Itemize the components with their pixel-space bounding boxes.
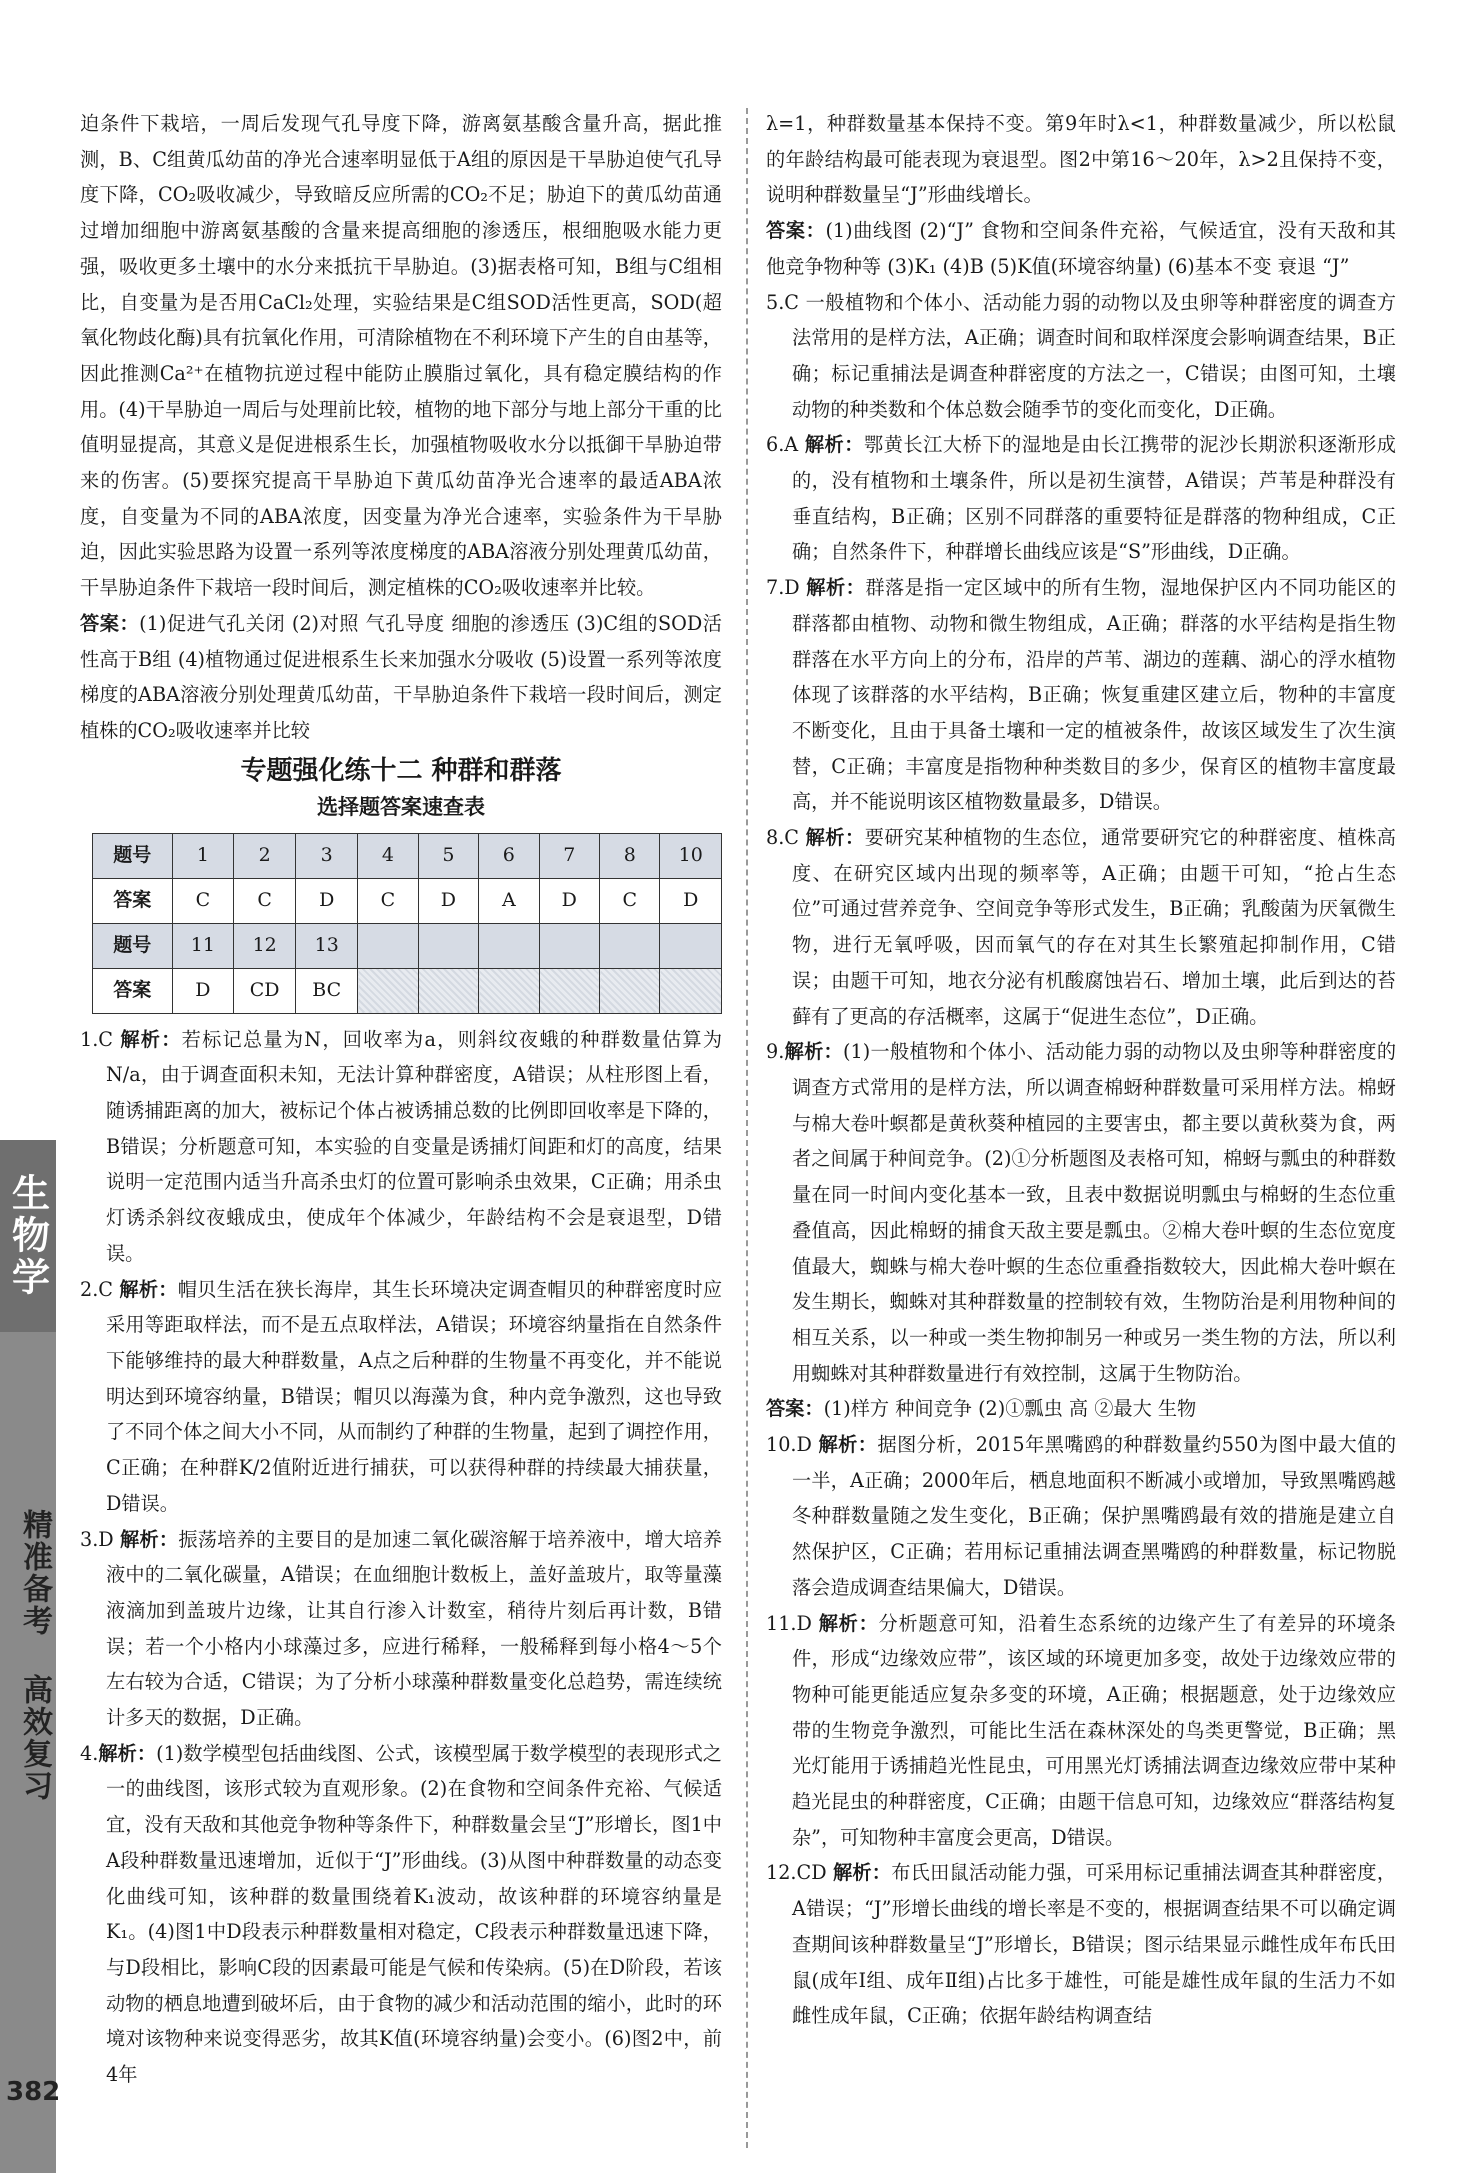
explanation-item [766,570,1396,820]
question-number: 5 [418,833,479,878]
explanation-label: 解析： [805,826,865,850]
item-number: 1.C [80,1027,113,1051]
table-row [93,878,722,923]
answer-cell: C [234,878,296,923]
item-number: 12.CD [766,1861,827,1885]
answer-cell: D [172,968,234,1013]
explanation-text: 分析题意可知，沿着生态系统的边缘产生了有差异的环境条件，形成“边缘效应带”，该区域的环境更加多变，故处于边缘效应带的物种可能更能适应复杂多变的环境，A正确；根据题意，处于边缘效应带的生物竞争激烈，可能比生活在森林深处的鸟类更警觉，B正确；黑光灯能用于诱捕趋光性昆虫，可用黑光灯诱捕法调查边缘效应带中某种趋光昆虫的种群密度，C正确；由题干信息可知，边缘效应“群落结构复杂”，可知物种丰富度会更高，D错误。 [792,1611,1396,1849]
explanation-item [766,1606,1396,1856]
answer-cell: D [660,878,722,923]
table-title: 选择题答案速查表 [317,794,485,819]
explanation-item [766,1034,1396,1391]
explanation-label: 解析： [806,576,866,600]
side-tab [0,1140,56,2173]
explanation-text: 若标记总量为N，回收率为a，则斜纹夜蛾的种群数量估算为N/a，由于调查面积未知，无法计算种群密度，A错误；从柱形图上看，随诱捕距离的加大，被标记个体占被诱捕总数的比例即回收率是下降的，B错误；分析题意可知，本实验的自变量是诱捕灯间距和灯的高度，结果说明一定范围内适当升高杀虫灯的位置可影响杀虫效果，C正确；用杀虫灯诱杀斜纹夜蛾成虫，使成年个体减少，年龄结构不会是衰退型，D错误。 [106,1027,723,1265]
answer-label: 答案： [80,611,140,635]
answer-paragraph [80,606,722,749]
explanation-item [80,1736,722,2093]
item-number: 5.C [766,290,799,314]
explanation-text: (1)一般植物和个体小、活动能力弱的动物以及虫卵等种群密度的调查方式常用的是样方法，所以调查棉蚜种群数量可采用样方法。棉蚜与棉大卷叶螟都是黄秋葵种植园的主要害虫，都主要以黄秋葵为食，两者之间属于种间竞争。(2)①分析题图及表格可知，棉蚜与瓢虫的种群数量在同一时间内变化基本一致，且表中数据说明瓢虫与棉蚜的生态位重叠值高，因此棉蚜的捕食天敌主要是瓢虫。②棉大卷叶螟的生态位宽度值最大，蜘蛛与棉大卷叶螟的生态位重叠指数较大，因此棉大卷叶螟在发生期长，蜘蛛对其种群数量的控制较有效，生物防治是利用物种间的相互关系，以一种或一类生物抑制另一种或另一类生物的方法，所以利用蜘蛛对其种群数量进行有效控制，这属于生物防治。 [792,1040,1397,1385]
slogan-label: 精准备考 高效复习 [17,1508,52,1802]
question-number: 8 [600,833,660,878]
answer-cell: D [418,878,479,923]
explanation-text: 布氏田鼠活动能力强，可采用标记重捕法调查其种群密度，A错误；“J”形增长曲线的增长率是不变的，根据调查结果不可以确定调查期间该种群数量呈“J”形增长，B错误；图示结果显示雌性成年布氏田鼠(成年Ⅰ组、成年Ⅱ组)占比多于雄性，可能是雄性成年鼠的生活力不如雌性成年鼠，C正确；依据年龄结构调查结 [792,1861,1397,2028]
explanation-label: 解析： [818,1611,879,1635]
item-number: 9. [766,1040,785,1064]
explanation-text: 要研究某种植物的生态位，通常要研究它的种群密度、植株高度、在研究区域内出现的频率等，A正确；由题干可知，“抢占生态位”可通过营养竞争、空间竞争等形式发生，B正确；乳酸菌为厌氧微生物，进行无氧呼吸，因而氧气的存在对其生长繁殖起抑制作用，C错误；由题干可知，地衣分泌有机酸腐蚀岩石、增加土壤，此后到达的苔藓有了更高的存活概率，这属于“促进生态位”，D正确。 [792,826,1396,1028]
item-number: 3.D [80,1527,114,1551]
explanation-label: 解析： [804,433,864,457]
explanation-text: 群落是指一定区域中的所有生物，湿地保护区内不同功能区的群落都由植物、动物和微生物组成，A正确；群落的水平结构是指生物群落在水平方向上的分布，沿岸的芦苇、湖边的莲藕、湖心的浮水植物体现了该群落的水平结构，B正确；恢复重建区建立后，物种的丰富度不断变化，且由于具备土壤和一定的植被条件，故该区域发生了次生演替，C正确；丰富度是指物种种类数目的多少，保育区的植物丰富度最高，并不能说明该区植物数量最多，D错误。 [792,576,1397,814]
empty-cell [600,968,660,1013]
explanation-label: 解析： [120,1527,179,1551]
answer-paragraph [766,1391,1396,1427]
answer-cell: C [600,878,660,923]
answer-label: 答案： [766,219,826,243]
answer-cell: C [172,878,234,923]
explanation-item [766,1427,1396,1606]
empty-cell [358,923,418,968]
left-column [80,106,722,2093]
row-label: 答案 [93,968,173,1013]
row-label: 题号 [93,833,173,878]
explanation-text: 据图分析，2015年黑嘴鸥的种群数量约550为图中最大值的一半，A正确；2000年后，栖息地面积不断减小或增加，导致黑嘴鸥越冬种群数量随之发生变化，B正确；保护黑嘴鸥最有效的措施是建立自然保护区，C正确；若用标记重捕法调查黑嘴鸥的种群数量，标记物脱落会造成调查结果偏大，D错误。 [792,1433,1397,1599]
explanation-text: 一般植物和个体小、活动能力弱的动物以及虫卵等种群密度的调查方法常用的是样方法，A正确；调查时间和取样深度会影响调查结果，B正确；标记重捕法是调查种群密度的方法之一，C错误；由图可知，土壤动物的种类数和个体总数会随季节的变化而变化，D正确。 [792,290,1396,421]
answer-cell: A [479,878,539,923]
empty-cell [418,923,479,968]
column-divider [746,108,748,2148]
explanation-item [80,1272,722,1522]
empty-cell [479,923,539,968]
question-number: 3 [296,833,358,878]
table-row [93,833,722,878]
explanation-item [766,820,1396,1034]
explanation-item [766,427,1396,570]
intro-paragraph: 迫条件下栽培，一周后发现气孔导度下降，游离氨基酸含量升高，据此推测，B、C组黄瓜幼苗的净光合速率明显低于A组的原因是干旱胁迫使气孔导度下降，CO₂吸收减少，导致暗反应所需的CO₂不足；胁迫下的黄瓜幼苗通过增加细胞中游离氨基酸的含量来提高细胞的渗透压，根细胞吸水能力更强，吸收更多土壤中的水分来抵抗干旱胁迫。(3)据表格可知，B组与C组相比，自变量为是否用CaCl₂处理，实验结果是C组SOD活性更高，SOD(超氧化物歧化酶)具有抗氧化作用，可清除植物在不利环境下产生的自由基等，因此推测Ca²⁺在植物抗逆过程中能防止膜脂过氧化，具有稳定膜结构的作用。(4)干旱胁迫一周后与处理前比较，植物的地下部分与地上部分干重的比值明显提高，其意义是促进根系生长，加强植物吸收水分以抵御干旱胁迫带来的伤害。(5)要探究提高干旱胁迫下黄瓜幼苗净光合速率的最适ABA浓度，自变量为不同的ABA浓度，因变量为净光合速率，实验条件为干旱胁迫，因此实验思路为设置一系列等浓度梯度的ABA溶液分别处理黄瓜幼苗，干旱胁迫条件下栽培一段时间后，测定植株的CO₂吸收速率并比较。 [80,112,722,600]
row-label: 答案 [93,878,173,923]
question-number: 11 [172,923,234,968]
empty-cell [358,968,418,1013]
item-number: 11.D [766,1611,812,1635]
question-number: 7 [539,833,600,878]
explanation-label: 解析： [98,1741,157,1765]
question-number: 12 [234,923,296,968]
page-number: 382 [6,2077,61,2107]
item-number: 6.A [766,433,799,457]
empty-cell [660,923,722,968]
question-number: 4 [358,833,418,878]
answer-text: (1)促进气孔关闭 (2)对照 气孔导度 细胞的渗透压 (3)C组的SOD活性高于B组 (4)植物通过促进根系生长来加强水分吸收 (5)设置一系列等浓度梯度的ABA溶液分别处理黄瓜幼苗，干旱胁迫条件下栽培一段时间后，测定植株的CO₂吸收速率并比较 [80,611,722,742]
empty-cell [660,968,722,1013]
explanation-text: (1)数学模型包括曲线图、公式，该模型属于数学模型的表现形式之一的曲线图，该形式较为直观形象。(2)在食物和空间条件充裕、气候适宜，没有天敌和其他竞争物种等条件下，种群数量会呈“J”形增长，图1中A段种群数量迅速增加，近似于“J”形曲线。(3)从图中种群数量的动态变化曲线可知，该种群的数量围绕着K₁波动，故该种群的环境容纳量是K₁。(4)图1中D段表示种群数量相对稳定，C段表示种群数量迅速下降，与D段相比，影响C段的因素最可能是气候和传染病。(5)在D阶段，若该动物的栖息地遭到破坏后，由于食物的减少和活动范围的缩小，此时的环境对该物种来说变得恶劣，故其K值(环境容纳量)会变小。(6)图2中，前4年 [106,1741,722,2087]
item-number: 2.C [80,1277,113,1301]
answer-text: (1)样方 种间竞争 (2)①瓢虫 高 ②最大 生物 [823,1397,1197,1421]
explanation-text: 振荡培养的主要目的是加速二氧化碳溶解于培养液中，增大培养液中的二氧化碳量，A错误；在血细胞计数板上，盖好盖玻片，取等量藻液滴加到盖玻片边缘，让其自行渗入计数室，稍待片刻后再计数，B错误；若一个小格内小球藻过多，应进行稀释，一般稀释到每小格4～5个左右较为合适，C错误；为了分析小球藻种群数量变化总趋势，需连续统计多天的数据，D正确。 [106,1527,723,1730]
explanation-label: 解析： [818,1433,878,1457]
question-number: 13 [296,923,358,968]
explanation-item [80,1522,722,1736]
continuation-paragraph: λ=1，种群数量基本保持不变。第9年时λ<1，种群数量减少，所以松鼠的年龄结构最可能表现为衰退型。图2中第16～20年，λ>2且保持不变，说明种群数量呈“J”形曲线增长。 [766,112,1396,207]
item-number: 7.D [766,576,800,600]
empty-cell [539,923,600,968]
answer-cell: CD [234,968,296,1013]
section-title: 专题强化练十二 种群和群落 [240,755,562,786]
explanation-label: 解析： [832,1861,892,1885]
answer-cell: D [539,878,600,923]
answer-label: 答案： [766,1397,824,1421]
explanation-text: 鄂黄长江大桥下的湿地是由长江携带的泥沙长期淤积逐渐形成的，没有植物和土壤条件，所以是初生演替，A错误；芦苇是种群没有垂直结构，B正确；区别不同群落的重要特征是群落的物种组成，C正确；自然条件下，种群增长曲线应该是“S”形曲线，D正确。 [792,433,1396,564]
explanation-item [766,1855,1396,2034]
question-number: 2 [234,833,296,878]
explanation-label: 解析： [119,1277,178,1301]
explanation-label: 解析： [120,1027,182,1051]
subject-label: 生物学 [0,1140,56,1332]
question-number: 1 [172,833,234,878]
empty-cell [418,968,479,1013]
question-number: 6 [479,833,539,878]
answer-table [92,833,722,1014]
empty-cell [600,923,660,968]
item-number: 4. [80,1741,99,1765]
explanation-item [766,285,1396,428]
row-label: 题号 [93,923,173,968]
item-number: 10.D [766,1433,812,1457]
explanation-text: 帽贝生活在狭长海岸，其生长环境决定调查帽贝的种群密度时应采用等距取样法，而不是五点取样法，A错误；环境容纳量指在自然条件下能够维持的最大种群数量，A点之后种群的生物量不再变化，并不能说明达到环境容纳量，B错误；帽贝以海藻为食，种内竞争激烈，这也导致了不同个体之间大小不同，从而制约了种群的生物量，起到了调控作用，C正确；在种群K/2值附近进行捕获，可以获得种群的持续最大捕获量，D错误。 [106,1277,723,1515]
answer-text: (1)曲线图 (2)“J” 食物和空间条件充裕，气候适宜，没有天敌和其他竞争物种等 (3)K₁ (4)B (5)K值(环境容纳量) (6)基本不变 衰退 “J” [766,219,1396,278]
explanation-item [80,1022,722,1272]
table-row [93,968,722,1013]
answer-cell: C [358,878,418,923]
empty-cell [479,968,539,1013]
right-column [766,106,1396,2034]
answer-cell: D [296,878,358,923]
answer-paragraph [766,213,1396,284]
empty-cell [539,968,600,1013]
table-row [93,923,722,968]
answer-cell: BC [296,968,358,1013]
question-number: 10 [660,833,722,878]
item-number: 8.C [766,826,799,850]
explanation-label: 解析： [784,1040,844,1064]
